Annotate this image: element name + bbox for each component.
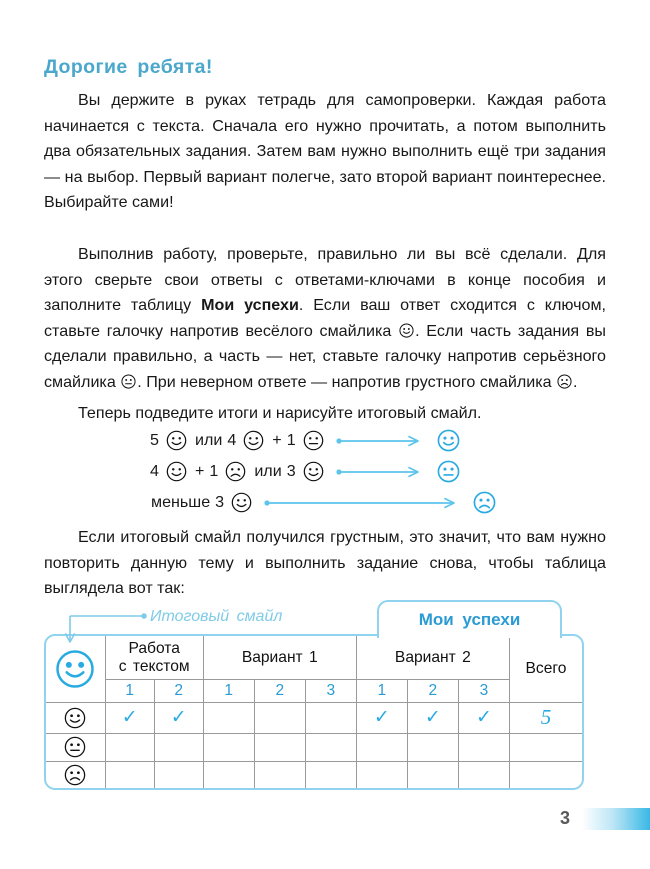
my-success-grid — [44, 634, 584, 790]
final-happy-smiley-icon — [55, 649, 95, 689]
subheader-task: 1 — [356, 680, 407, 703]
table-cell[interactable]: ✓ — [458, 702, 509, 733]
rule1-count1: 5 — [150, 431, 159, 449]
table-cell[interactable]: ✓ — [407, 702, 458, 733]
rule1-plus: + — [272, 431, 282, 449]
neutral-smiley-icon — [64, 736, 86, 758]
subheader-task: 1 — [203, 680, 254, 703]
subheader-task: 2 — [407, 680, 458, 703]
paragraph-summarize-text: Теперь подведите итоги и нарисуйте итоговый смайл. — [78, 404, 482, 422]
rule-arrow-icon — [335, 434, 427, 448]
smiley-rule-row — [148, 425, 508, 456]
neutral-smiley-icon — [121, 372, 136, 387]
rule2-conjunction: или — [254, 462, 282, 480]
happy-smiley-icon — [303, 461, 324, 482]
row-happy-smiley-icon — [46, 702, 105, 733]
row-neutral-smiley-icon — [46, 734, 105, 762]
table-cell[interactable] — [105, 734, 154, 762]
table-cell[interactable] — [154, 761, 203, 788]
paragraph-checking-part2: . Если ваш ответ сходится с ключом, ставьте галочку напротив весёлого смайлика — [44, 296, 607, 340]
table-cell-total[interactable] — [509, 734, 582, 762]
rule1-result-happy-smiley-icon — [437, 429, 460, 452]
sad-smiley-icon — [225, 461, 246, 482]
paragraph-checking — [44, 242, 606, 396]
final-smiley-callout-label: Итоговый смайл — [150, 608, 283, 625]
paragraph-intro-text: Вы держите в руках тетрадь для самопроверки. Каждая работа начинается с текста. Сначала его нужно прочитать, а потом выполнить два обязательных задания. Затем вам нужно выполнить ещё три задания — на выбор. Первый вариант полегче, зато второй вариант поинтереснее. Выбирайте сами! — [44, 91, 606, 212]
header-total: Всего — [509, 636, 582, 702]
happy-smiley-icon — [243, 430, 264, 451]
page-number: 3 — [560, 808, 571, 828]
table-header-row-numbers — [46, 680, 582, 703]
table-cell[interactable] — [305, 702, 356, 733]
table-cell[interactable] — [254, 734, 305, 762]
rule2-plus: + — [194, 462, 205, 480]
rule3-result-sad-smiley-icon — [473, 491, 496, 514]
header-work-with-text-line2: с текстом — [118, 657, 190, 675]
neutral-smiley-icon — [303, 430, 324, 451]
subheader-task: 2 — [254, 680, 305, 703]
paragraph-intro — [44, 88, 606, 216]
smiley-rule-row — [148, 487, 508, 518]
table-cell[interactable] — [254, 761, 305, 788]
rule-arrow-icon — [335, 465, 427, 479]
rule2-count2: 3 — [286, 462, 296, 480]
paragraph-checking-part3: . Если часть задания вы сделали правильно, а часть — нет, ставьте галочку напротив серьёзного смайлика — [44, 321, 606, 391]
my-success-tab-label: Мои успехи — [418, 610, 521, 629]
table-cell[interactable] — [203, 734, 254, 762]
header-work-with-text — [105, 636, 203, 680]
table-cell[interactable] — [254, 702, 305, 733]
paragraph-retry-text: Если итоговый смайл получился грустным, это значит, что вам нужно повторить данную тему и выполнить задание снова, чтобы таблица выглядела вот так: — [44, 528, 606, 598]
table-cell[interactable] — [407, 761, 458, 788]
happy-smiley-icon — [64, 707, 86, 729]
table-cell[interactable] — [105, 761, 154, 788]
subheader-task: 3 — [458, 680, 509, 703]
row-sad-smiley-icon — [46, 761, 105, 788]
table-row — [46, 734, 582, 762]
rule1-count2: 4 — [227, 431, 237, 449]
subheader-task: 2 — [154, 680, 203, 703]
table-cell[interactable] — [458, 761, 509, 788]
table-cell[interactable] — [305, 761, 356, 788]
table-row — [46, 702, 582, 733]
my-success-table — [46, 636, 582, 788]
header-variant-2: Вариант 2 — [356, 636, 509, 680]
table-cell[interactable]: ✓ — [105, 702, 154, 733]
happy-smiley-icon — [166, 461, 187, 482]
header-variant-1: Вариант 1 — [203, 636, 356, 680]
table-cell-total[interactable] — [509, 761, 582, 788]
paragraph-retry — [44, 525, 606, 602]
table-cell[interactable] — [154, 734, 203, 762]
table-cell[interactable] — [356, 761, 407, 788]
my-success-tab — [377, 600, 562, 638]
rule1-count3: 1 — [286, 431, 296, 449]
table-cell[interactable] — [356, 734, 407, 762]
header-final-smiley-cell — [46, 636, 105, 702]
happy-smiley-icon — [231, 492, 252, 513]
table-cell-total[interactable]: 5 — [509, 702, 582, 733]
paragraph-checking-part5: . — [573, 372, 578, 391]
paragraph-checking-part1: Выполнив работу, проверьте, правильно ли вы всё сделали. Для этого сверьте свои ответы с ответами-ключами в конце пособия и заполните таблицу — [44, 245, 606, 315]
rule3-count1: 3 — [215, 493, 225, 511]
rule2-result-neutral-smiley-icon — [437, 460, 460, 483]
my-success-table-block — [44, 600, 584, 790]
table-cell[interactable] — [407, 734, 458, 762]
subheader-task: 3 — [305, 680, 356, 703]
table-cell[interactable]: ✓ — [356, 702, 407, 733]
header-work-with-text-line1: Работа — [128, 639, 180, 657]
table-cell[interactable]: ✓ — [154, 702, 203, 733]
page-number-bar — [582, 808, 650, 830]
rule-arrow-icon — [263, 496, 463, 510]
sad-smiley-icon — [64, 764, 86, 786]
table-header-row-groups — [46, 636, 582, 680]
paragraph-checking-part4: . При неверном ответе — напротив грустного смайлика — [137, 372, 557, 391]
subheader-task: 1 — [105, 680, 154, 703]
table-row — [46, 761, 582, 788]
table-cell[interactable] — [458, 734, 509, 762]
rule3-label: меньше — [151, 493, 211, 511]
rule2-count3: 1 — [209, 462, 219, 480]
smiley-rule-row — [148, 456, 508, 487]
table-cell[interactable] — [203, 761, 254, 788]
happy-smiley-icon — [399, 321, 414, 336]
paragraph-summarize — [44, 401, 606, 427]
page-heading: Дорогие ребята! — [44, 56, 213, 78]
table-cell[interactable] — [203, 702, 254, 733]
rule1-conjunction: или — [194, 431, 223, 449]
table-cell[interactable] — [305, 734, 356, 762]
my-success-bold-text: Мои успехи — [201, 296, 299, 315]
sad-smiley-icon — [557, 372, 572, 387]
happy-smiley-icon — [166, 430, 187, 451]
smiley-rules-list — [148, 425, 508, 518]
rule2-count1: 4 — [150, 462, 159, 480]
